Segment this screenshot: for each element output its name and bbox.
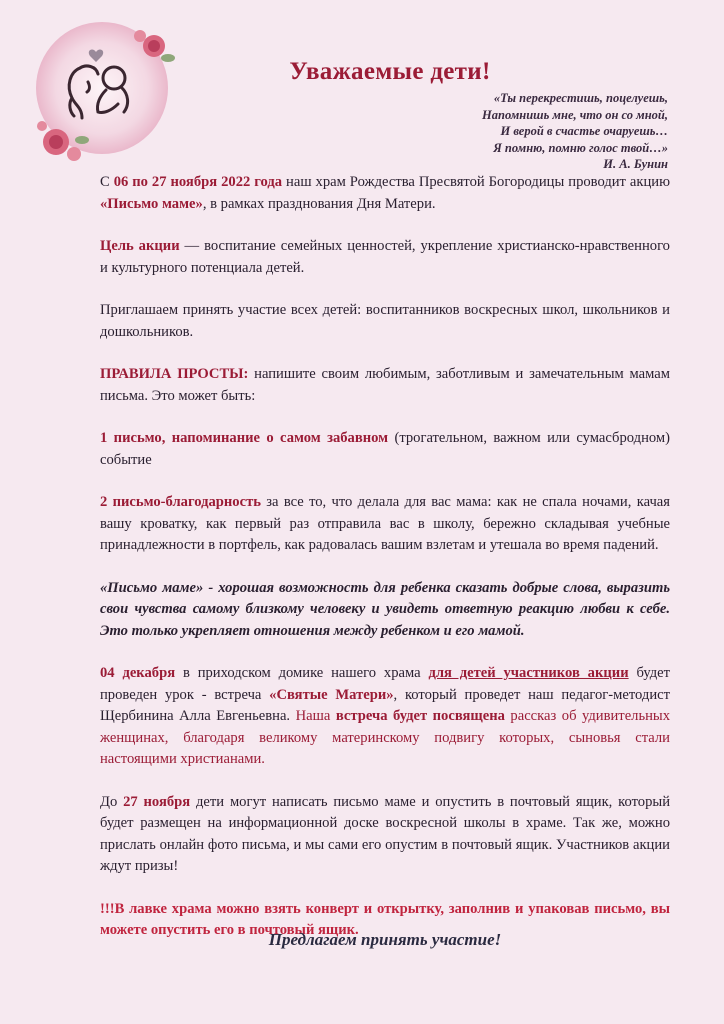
rules-label: ПРАВИЛА ПРОСТЫ: bbox=[100, 366, 249, 382]
campaign-name: «Письмо маме» bbox=[100, 195, 203, 212]
invite-paragraph: Приглашаем принять участие всех детей: воспитанников воскресных школ, школьников и дошкольников. bbox=[100, 302, 670, 340]
deadline-paragraph: До 27 ноября дети могут написать письмо маме и опустить в почтовый ящик, который будет размещен на информационной доске воскресной школы в храме. Так же, можно прислать онлайн фото письма, и мы сами его опустим в почтовый ящик. Участников акции ждут призы! bbox=[100, 793, 671, 874]
goal-label: Цель акции bbox=[100, 238, 180, 254]
closing-line: Предлагаем принять участие! bbox=[268, 930, 502, 949]
meeting-title: «Святые Матери» bbox=[269, 686, 394, 703]
meeting-paragraph: 04 декабря в приходском домике нашего храма для детей участников акции будет проведен урок - встреча «Святые Матери», который проведет наш педагог-методист Щербинина Алла Евгеньевна. Наша встреча будет посвящена рассказ об удивительных женщинах, благодаря великому материнскому подвигу которых, сыновья стали настоящими христианами. bbox=[100, 665, 671, 767]
goal-paragraph: Цель акции — воспитание семейных ценностей, укрепление христианско-нравственного и культурного потенциала детей. bbox=[100, 238, 670, 276]
campaign-dates: 06 по 27 ноября 2022 года bbox=[113, 174, 283, 190]
epigraph-line: И верой в счастье очаруешь… bbox=[500, 124, 668, 138]
meeting-audience: для детей участников акции bbox=[428, 665, 629, 681]
shop-note: !!!В лавке храма можно взять конверт и открытку, заполнив и упаковав письмо, вы можете опустить его в почтовый ящик. bbox=[100, 900, 670, 938]
epigraph-line: «Ты перекрестишь, поцелуешь, bbox=[493, 91, 668, 105]
page-title: Уважаемые дети! bbox=[289, 58, 491, 85]
epigraph-line: Я помню, помню голос твой…» bbox=[493, 140, 668, 155]
option-2-label: 2 письмо-благодарность bbox=[100, 494, 261, 510]
deadline-date: 27 ноября bbox=[123, 793, 191, 810]
rules-paragraph: ПРАВИЛА ПРОСТЫ: напишите своим любимым, заботливым и замечательным мамам письма. Это может быть: bbox=[100, 366, 670, 404]
mother-child-emblem bbox=[22, 12, 182, 172]
meeting-date: 04 декабря bbox=[100, 665, 176, 681]
epigraph-line: Напомнишь мне, что он со мной, bbox=[482, 107, 668, 122]
option-1-paragraph: 1 письмо, напоминание о самом забавном (трогательном, важном или сумасбродном) событие bbox=[100, 430, 670, 468]
epigraph-author: И. А. Бунин bbox=[603, 157, 668, 171]
option-2-paragraph: 2 письмо-благодарность за все то, что делала для вас мама: как не спала ночами, качая вашу кроватку, как первый раз отправила вас в школу, бережно складывая учебные принадлежности в портфель, как радовалась вашим взлетам и утешала во время падений. bbox=[100, 494, 670, 553]
intro-paragraph: С 06 по 27 ноября 2022 года наш храм Рождества Пресвятой Богородицы проводит акцию «Письмо маме», в рамках празднования Дня Матери. bbox=[100, 174, 670, 212]
epigraph bbox=[368, 90, 668, 173]
option-1-label: 1 письмо, напоминание о самом забавном bbox=[100, 430, 389, 446]
letter-value-paragraph: «Письмо маме» - хорошая возможность для ребенка сказать добрые слова, выразить свои чувства самому близкому человеку и увидеть ответную реакцию любви к себе. Это только укрепляет отношения между ребенком и его мамой. bbox=[100, 579, 670, 639]
announcement-body bbox=[100, 172, 670, 963]
